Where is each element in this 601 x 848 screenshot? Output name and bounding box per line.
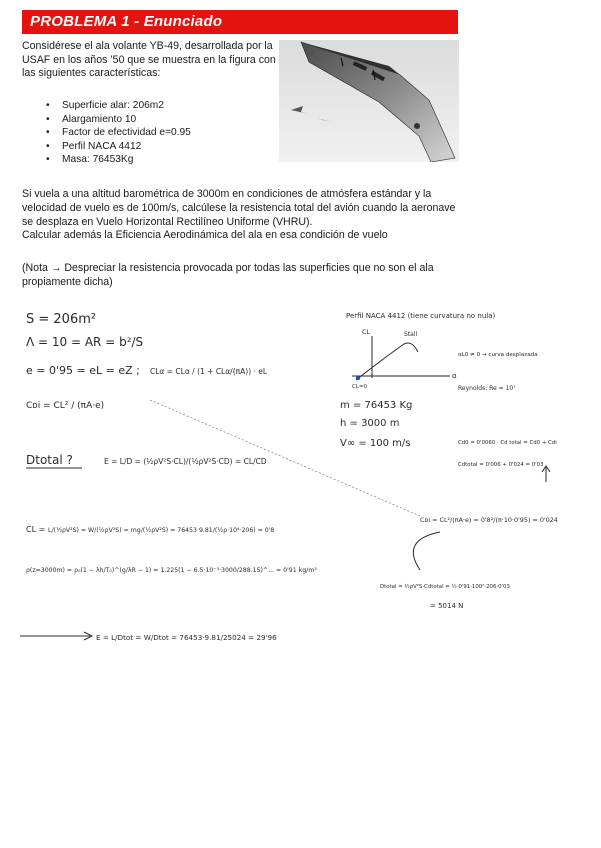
hw-dtotal-value: Dtotal = ½ρV²S·Cdtotal = ½·0'91·100²·206·0'03 <box>380 584 510 590</box>
hw-surface: S = 206m² <box>26 312 97 327</box>
hw-altitude: h = 3000 m <box>340 418 400 429</box>
hw-aspect-ratio: Λ = 10 = AR = b²/S <box>26 335 144 349</box>
graph-stall-label: Stall <box>404 331 418 338</box>
hw-dtotal-question: Dtotal ? <box>26 453 73 467</box>
hw-cl-label: CL = <box>26 525 46 534</box>
hw-velocity: V∞ = 100 m/s <box>340 438 411 449</box>
graph-curve <box>356 343 418 380</box>
problem-statement <box>22 188 462 243</box>
hw-dtotal-result: = 5014 N <box>430 602 464 610</box>
problem-note: (Nota → Despreciar la resistencia provocada por todas las superficies que no son el ala propiamente dicha) <box>22 262 434 288</box>
hw-aero-efficiency: E = L/D = (½ρV²S·CL)/(½ρV²S·CD) = CL/CD <box>104 457 267 466</box>
hw-density: ρ(z=3000m) = ρ₀(1 − λh/T₀)^(g/λR − 1) = 1.225(1 − 6.5·10⁻³·3000/288.15)^... = 0'91 kg/m³ <box>26 567 317 574</box>
hw-reynolds: Reynolds: Re ≈ 10⁷ <box>458 385 516 392</box>
hw-curved-arrow <box>413 532 440 570</box>
right-column-notes <box>340 312 558 610</box>
statement-text: Si vuela a una altitud barométrica de 3000m en condiciones de atmósfera estándar y la velocidad de vuelo es de 100m/s, calcúlese la resistencia total del avión cuando la aeronave se desplaza en Vuelo Horizontal Rectilíneo Uniforme (VHRU). <box>22 188 456 228</box>
title-bar <box>22 10 458 34</box>
hw-profile: Perfil NACA 4412 (tiene curvatura no nula) <box>346 312 496 320</box>
handwritten-solution <box>0 296 601 666</box>
hw-mass: m = 76453 Kg <box>340 400 413 411</box>
spec-item: • Alargamiento 10 <box>46 113 191 127</box>
graph-cl0-point <box>356 376 360 380</box>
hw-reynolds-note: Cd0 = 0'0060 · Cd total = Cd0 + Cdi <box>458 440 557 446</box>
hw-efficiency-factor: e = 0'95 = eL = eZ ; <box>26 364 140 377</box>
hw-cdi-formula: Cᴅi = CL² / (πA·e) <box>26 401 105 411</box>
yb49-aircraft-photo <box>279 40 459 162</box>
cl-alpha-graph <box>352 328 457 390</box>
hw-cdi-value: Cᴅi = CL²/(πA·e) = 0'8²/(π·10·0'95) = 0'024 <box>420 516 558 524</box>
spec-item: • Factor de efectividad e=0.95 <box>46 126 191 140</box>
hw-efficiency-final: E = L/Dtot = W/Dtot = 76453·9.81/25024 = 29'96 <box>96 633 277 642</box>
spec-item: • Masa: 76453Kg <box>46 153 191 167</box>
hw-clalpha: CLα = CLα / (1 + CLα/(πA)) · eL <box>150 367 268 376</box>
hw-cl-formula: L/(½ρV²S) = W/(½ρV²S) = mg/(½ρV²S) = 76453·9.81/(½ρ·10⁴·206) = 0'8 <box>48 527 275 534</box>
hw-alpha-note: αL0 ≠ 0 → curva desplazada <box>458 352 538 358</box>
hw-cd-total: Cdtotal = 0'006 + 0'024 = 0'03 <box>458 462 544 468</box>
graph-cl-label: CL <box>362 328 371 336</box>
statement-text-2: Calcular además la Eficiencia Aerodinámica del ala en esa condición de vuelo <box>22 229 388 242</box>
specs-list <box>46 99 191 167</box>
graph-alpha-label: α <box>452 372 457 380</box>
spec-item: • Superficie alar: 206m2 <box>46 99 191 113</box>
page-title: PROBLEMA 1 - Enunciado <box>30 13 223 30</box>
spec-item: • Perfil NACA 4412 <box>46 140 191 154</box>
left-column-notes <box>20 312 420 642</box>
intro-paragraph: Considérese el ala volante YB-49, desarrollada por la USAF en los años ’50 que se muestra en la figura con las siguientes características: <box>22 40 276 80</box>
graph-cl0-label: CL=0 <box>352 384 368 390</box>
